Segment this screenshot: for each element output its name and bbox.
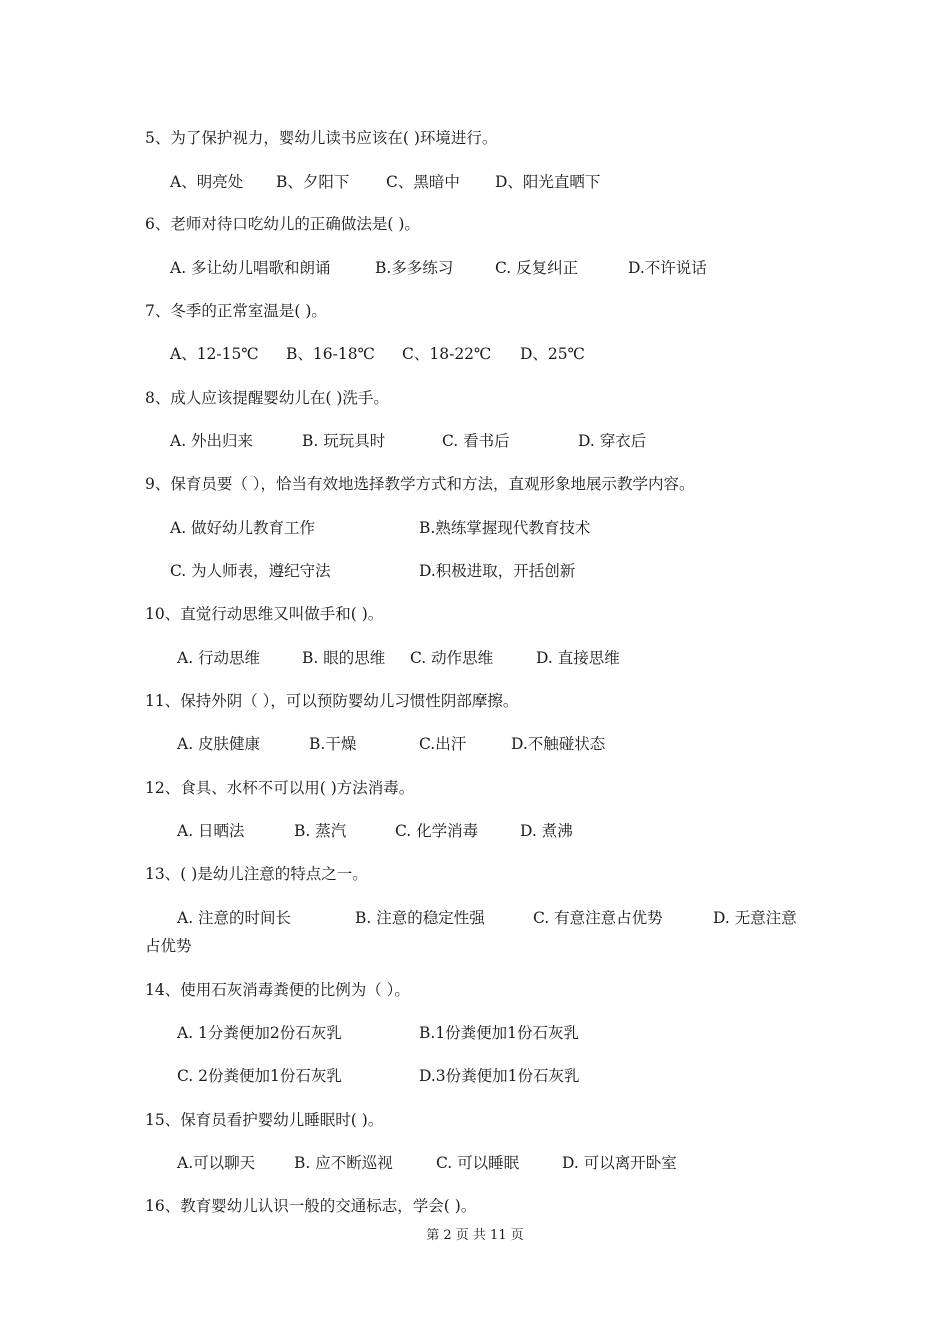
question-stem xyxy=(0,978,950,1002)
question-stem xyxy=(0,299,950,323)
option-d: D. 穿衣后 xyxy=(578,432,647,450)
options-row xyxy=(0,559,950,583)
options-row xyxy=(0,516,950,540)
page-footer: 第 2 页 共 11 页 xyxy=(426,1228,524,1243)
option-a: A. 日晒法 xyxy=(177,822,245,840)
option-b: B. 眼的思维 xyxy=(302,649,386,667)
options-row xyxy=(0,732,950,756)
options-row xyxy=(0,429,950,453)
question-text: 9、保育员要（ ），恰当有效地选择教学方式和方法，直观形象地展示教学内容。 xyxy=(145,475,695,493)
option-a: A. 做好幼儿教育工作 xyxy=(170,519,316,537)
option-d: D. 无意注意 xyxy=(713,909,797,927)
option-c: C. 有意注意占优势 xyxy=(533,909,663,927)
option-b: B. 玩玩具时 xyxy=(302,432,386,450)
options-row xyxy=(0,646,950,670)
question-stem xyxy=(0,689,950,713)
option-d: D. 煮沸 xyxy=(520,822,573,840)
option-a: A. 皮肤健康 xyxy=(177,735,261,753)
option-d: D、阳光直晒下 xyxy=(495,173,601,191)
options-row xyxy=(0,906,950,930)
option-b: B、16-18℃ xyxy=(286,345,375,363)
question-text: 14、使用石灰消毒粪便的比例为（ ）。 xyxy=(145,981,410,999)
option-b: B. 应不断巡视 xyxy=(294,1154,393,1172)
question-stem xyxy=(0,1108,950,1132)
question-stem xyxy=(0,1194,950,1218)
option-a: A. 注意的时间长 xyxy=(177,909,292,927)
option-c: C. 2份粪便加1份石灰乳 xyxy=(177,1067,342,1085)
option-a: A.可以聊天 xyxy=(177,1154,256,1172)
question-stem xyxy=(0,776,950,800)
option-c: C. 动作思维 xyxy=(410,649,494,667)
option-d: D.3份粪便加1份石灰乳 xyxy=(419,1067,580,1085)
options-row xyxy=(0,819,950,843)
options-row xyxy=(0,1021,950,1045)
option-c: C.出汗 xyxy=(419,735,467,753)
options-row xyxy=(0,1151,950,1175)
options-row xyxy=(0,342,950,366)
options-row xyxy=(0,256,950,280)
option-c: C、18-22℃ xyxy=(402,345,492,363)
option-d: D、25℃ xyxy=(520,345,585,363)
option-c: C. 为人师表，遵纪守法 xyxy=(170,562,331,580)
option-d: D.不许说话 xyxy=(628,259,707,277)
option-c: C. 可以睡眠 xyxy=(436,1154,520,1172)
option-c: C. 化学消毒 xyxy=(395,822,479,840)
question-stem xyxy=(0,386,950,410)
option-a: A、12-15℃ xyxy=(170,345,259,363)
option-wrap-line xyxy=(0,934,950,958)
option-a: A、明亮处 xyxy=(170,173,244,191)
option-a: A. 1分粪便加2份石灰乳 xyxy=(177,1024,342,1042)
question-text: 16、教育婴幼儿认识一般的交通标志，学会( )。 xyxy=(145,1197,477,1215)
question-text: 6、老师对待口吃幼儿的正确做法是( )。 xyxy=(145,215,420,233)
question-text: 11、保持外阴（ ），可以预防婴幼儿习惯性阴部摩擦。 xyxy=(145,692,519,710)
option-a: A. 外出归来 xyxy=(170,432,254,450)
option-a: A. 行动思维 xyxy=(177,649,261,667)
question-stem xyxy=(0,602,950,626)
question-text: 7、冬季的正常室温是( )。 xyxy=(145,302,327,320)
option-b: B.1份粪便加1份石灰乳 xyxy=(419,1024,580,1042)
option-b: B、夕阳下 xyxy=(276,173,350,191)
option-d-continuation: 占优势 xyxy=(145,937,192,955)
question-text: 10、直觉行动思维又叫做手和( )。 xyxy=(145,605,384,623)
option-d: D. 可以离开卧室 xyxy=(562,1154,677,1172)
option-c: C. 反复纠正 xyxy=(495,259,579,277)
option-b: B. 注意的稳定性强 xyxy=(355,909,485,927)
options-row xyxy=(0,1064,950,1088)
options-row xyxy=(0,170,950,194)
question-text: 8、成人应该提醒婴幼儿在( )洗手。 xyxy=(145,389,389,407)
question-text: 12、食具、水杯不可以用( )方法消毒。 xyxy=(145,779,415,797)
option-b: B.熟练掌握现代教育技术 xyxy=(419,519,591,537)
option-d: D. 直接思维 xyxy=(536,649,620,667)
option-b: B.干燥 xyxy=(309,735,357,753)
question-text: 5、为了保护视力，婴幼儿读书应该在( )环境进行。 xyxy=(145,129,498,147)
option-d: D.不触碰状态 xyxy=(511,735,606,753)
question-stem xyxy=(0,472,950,496)
option-b: B. 蒸汽 xyxy=(294,822,347,840)
question-text: 15、保育员看护婴幼儿睡眠时( )。 xyxy=(145,1111,384,1129)
question-stem xyxy=(0,126,950,150)
question-stem xyxy=(0,862,950,886)
option-d: D.积极进取，开括创新 xyxy=(419,562,576,580)
question-stem xyxy=(0,212,950,236)
option-a: A. 多让幼儿唱歌和朗诵 xyxy=(170,259,331,277)
option-c: C、黑暗中 xyxy=(386,173,460,191)
option-b: B.多多练习 xyxy=(375,259,454,277)
option-c: C. 看书后 xyxy=(442,432,510,450)
question-text: 13、( )是幼儿注意的特点之一。 xyxy=(145,865,368,883)
